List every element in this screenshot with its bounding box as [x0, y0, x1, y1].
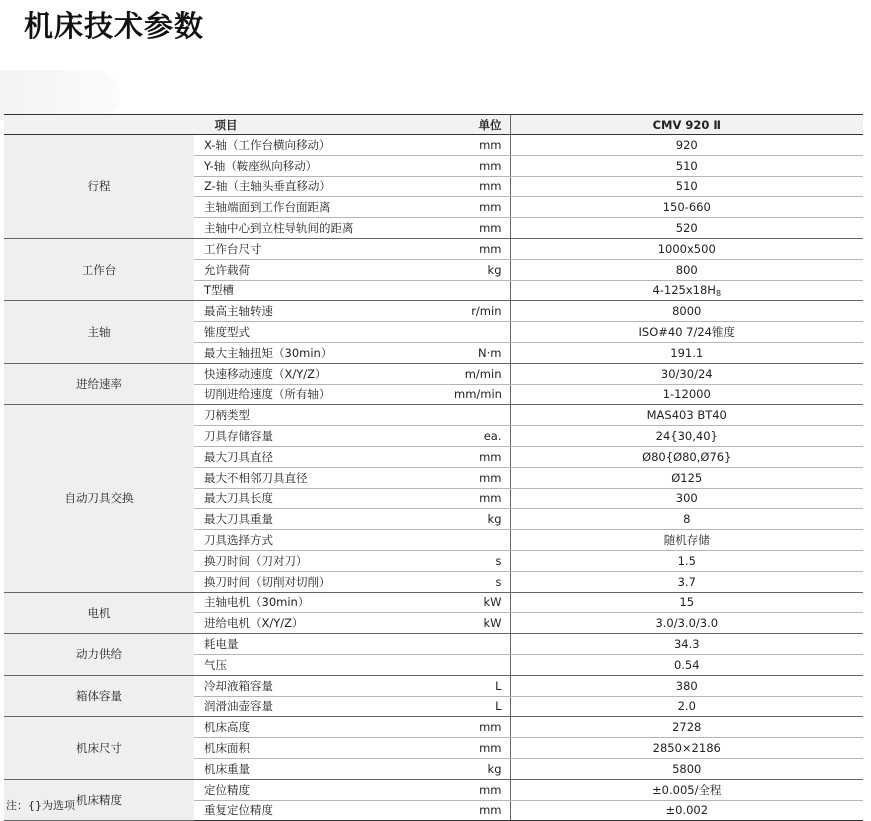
- value-text: 150-660: [662, 200, 711, 215]
- item-label: 刀柄类型: [194, 405, 448, 426]
- item-label: X-轴（工作台横向移动）: [194, 135, 448, 156]
- item-label: 主轴电机（30min）: [194, 592, 448, 613]
- value-text: 1-12000: [662, 387, 711, 402]
- item-label: 润滑油壶容量: [194, 696, 448, 717]
- table-row: [4, 779, 863, 800]
- group-label: 动力供给: [4, 634, 194, 676]
- value-cell: [510, 259, 863, 280]
- value-cell: [510, 758, 863, 779]
- value-cell: [510, 550, 863, 571]
- value-cell: [510, 176, 863, 197]
- item-label: 冷却液箱容量: [194, 675, 448, 696]
- unit-cell: mm: [448, 238, 510, 259]
- value-cell: [510, 675, 863, 696]
- table-row: [4, 592, 863, 613]
- table-row: [4, 135, 863, 156]
- value-text: 520: [675, 221, 698, 236]
- item-label: 机床高度: [194, 717, 448, 738]
- item-label: 切削进给速度（所有轴）: [194, 384, 448, 405]
- group-label: 电机: [4, 592, 194, 634]
- value-cell: [510, 342, 863, 363]
- unit-cell: m/min: [448, 363, 510, 384]
- value-text: MAS403 BT40: [646, 408, 727, 423]
- value-cell: [510, 280, 863, 301]
- item-label: 机床重量: [194, 758, 448, 779]
- table-row: [4, 363, 863, 384]
- item-label: 主轴端面到工作台面距离: [194, 197, 448, 218]
- item-label: 耗电量: [194, 634, 448, 655]
- item-label: 锥度型式: [194, 322, 448, 343]
- table-row: [4, 301, 863, 322]
- item-label: 定位精度: [194, 779, 448, 800]
- unit-cell: kW: [448, 592, 510, 613]
- unit-cell: N·m: [448, 342, 510, 363]
- table-header-row: [4, 115, 863, 135]
- item-label: 机床面积: [194, 738, 448, 759]
- value-cell: [510, 634, 863, 655]
- spec-table: [4, 114, 863, 821]
- header-model: CMV 920 Ⅱ: [510, 115, 863, 135]
- group-label: 机床精度: [4, 779, 194, 821]
- item-label: Z-轴（主轴头垂直移动）: [194, 176, 448, 197]
- value-cell: [510, 779, 863, 800]
- value-cell: [510, 530, 863, 551]
- value-cell: [510, 467, 863, 488]
- unit-cell: [448, 280, 510, 301]
- unit-cell: mm: [448, 717, 510, 738]
- value-text: 2728: [672, 720, 702, 735]
- unit-cell: mm: [448, 800, 510, 821]
- item-label: T型槽: [194, 280, 448, 301]
- item-label: 最大刀具长度: [194, 488, 448, 509]
- unit-cell: L: [448, 696, 510, 717]
- value-text: Ø80{Ø80,Ø76}: [642, 449, 732, 464]
- value-text: ±0.002: [665, 803, 709, 818]
- value-text: 300: [675, 491, 698, 506]
- item-label: Y-轴（鞍座纵向移动）: [194, 155, 448, 176]
- value-text: 8: [683, 512, 691, 527]
- item-label: 最高主轴转速: [194, 301, 448, 322]
- value-text: 随机存储: [663, 533, 710, 548]
- item-label: 允许载荷: [194, 259, 448, 280]
- unit-cell: mm: [448, 738, 510, 759]
- value-cell: [510, 197, 863, 218]
- value-text: 380: [675, 678, 698, 693]
- item-label: 工作台尺寸: [194, 238, 448, 259]
- unit-cell: mm: [448, 197, 510, 218]
- unit-cell: s: [448, 571, 510, 592]
- group-label: 自动刀具交换: [4, 405, 194, 592]
- unit-cell: ea.: [448, 426, 510, 447]
- value-text: 1.5: [677, 553, 696, 568]
- unit-cell: mm/min: [448, 384, 510, 405]
- item-label: 最大主轴扭矩（30min）: [194, 342, 448, 363]
- value-cell: [510, 613, 863, 634]
- footnote: 注：{}为选项: [6, 799, 75, 812]
- unit-cell: mm: [448, 446, 510, 467]
- unit-cell: [448, 530, 510, 551]
- item-label: 刀具选择方式: [194, 530, 448, 551]
- value-text: 2.0: [677, 699, 696, 714]
- value-text: 2850×2186: [652, 741, 721, 755]
- value-cell: [510, 322, 863, 343]
- group-label: 机床尺寸: [4, 717, 194, 779]
- unit-cell: mm: [448, 176, 510, 197]
- value-cell: [510, 717, 863, 738]
- value-text: 4-125x18H: [652, 282, 716, 297]
- item-label: 最大刀具重量: [194, 509, 448, 530]
- value-cell: [510, 135, 863, 156]
- item-label: 最大不相邻刀具直径: [194, 467, 448, 488]
- value-text: 3.0/3.0/3.0: [655, 616, 719, 631]
- value-text: 1000x500: [657, 241, 716, 256]
- value-subscript: 8: [715, 288, 722, 298]
- unit-cell: [448, 405, 510, 426]
- value-cell: [510, 509, 863, 530]
- unit-cell: mm: [448, 779, 510, 800]
- item-label: 换刀时间（切削对切削）: [194, 571, 448, 592]
- value-cell: [510, 446, 863, 467]
- unit-cell: mm: [448, 467, 510, 488]
- table-row: [4, 634, 863, 655]
- item-label: 主轴中心到立柱导轨间的距离: [194, 218, 448, 239]
- group-label: 主轴: [4, 301, 194, 363]
- value-cell: [510, 488, 863, 509]
- value-text: 510: [675, 158, 698, 173]
- group-label: 行程: [4, 135, 194, 239]
- value-cell: [510, 363, 863, 384]
- item-label: 换刀时间（刀对刀）: [194, 550, 448, 571]
- unit-cell: mm: [448, 155, 510, 176]
- value-text: 191.1: [670, 345, 704, 360]
- item-label: 刀具存储容量: [194, 426, 448, 447]
- unit-cell: [448, 322, 510, 343]
- value-text: 920: [675, 137, 698, 152]
- value-cell: [510, 592, 863, 613]
- header-unit: 单位: [448, 115, 510, 135]
- value-text: 30/30/24: [660, 366, 713, 381]
- unit-cell: kg: [448, 509, 510, 530]
- value-text: 3.7: [677, 574, 696, 589]
- value-text: 0.54: [673, 657, 700, 672]
- value-cell: [510, 571, 863, 592]
- value-cell: [510, 155, 863, 176]
- unit-cell: L: [448, 675, 510, 696]
- corner-watermark-decoration: [0, 70, 120, 120]
- table-row: [4, 675, 863, 696]
- table-row: [4, 717, 863, 738]
- spec-table-body: [4, 135, 863, 821]
- value-text: 15: [679, 595, 695, 610]
- value-cell: [510, 426, 863, 447]
- table-row: [4, 238, 863, 259]
- group-label: 箱体容量: [4, 675, 194, 717]
- value-text: 8000: [672, 304, 702, 319]
- unit-cell: mm: [448, 218, 510, 239]
- group-label: 进给速率: [4, 363, 194, 405]
- unit-cell: [448, 654, 510, 675]
- value-text: 24{30,40}: [655, 429, 718, 444]
- group-label: 工作台: [4, 238, 194, 300]
- value-text: 510: [675, 179, 698, 194]
- item-label: 快速移动速度（X/Y/Z）: [194, 363, 448, 384]
- value-cell: [510, 738, 863, 759]
- value-text: 800: [675, 262, 698, 277]
- unit-cell: kg: [448, 259, 510, 280]
- value-text: Ø125: [671, 470, 703, 485]
- unit-cell: [448, 634, 510, 655]
- value-cell: [510, 384, 863, 405]
- unit-cell: kg: [448, 758, 510, 779]
- value-text: 5800: [672, 761, 702, 776]
- unit-cell: r/min: [448, 301, 510, 322]
- unit-cell: kW: [448, 613, 510, 634]
- value-text: ±0.005/全程: [652, 782, 722, 797]
- unit-cell: mm: [448, 488, 510, 509]
- value-cell: [510, 218, 863, 239]
- unit-cell: mm: [448, 135, 510, 156]
- value-text: 34.3: [673, 637, 700, 652]
- value-cell: [510, 654, 863, 675]
- table-row: [4, 405, 863, 426]
- value-cell: [510, 301, 863, 322]
- unit-cell: s: [448, 550, 510, 571]
- value-text: ISO#40 7/24锥度: [638, 325, 735, 340]
- item-label: 进给电机（X/Y/Z）: [194, 613, 448, 634]
- value-cell: [510, 238, 863, 259]
- header-item: 项目: [4, 115, 448, 135]
- item-label: 气压: [194, 654, 448, 675]
- value-cell: [510, 696, 863, 717]
- value-cell: [510, 405, 863, 426]
- item-label: 最大刀具直径: [194, 446, 448, 467]
- item-label: 重复定位精度: [194, 800, 448, 821]
- page-title: 机床技术参数: [24, 9, 205, 43]
